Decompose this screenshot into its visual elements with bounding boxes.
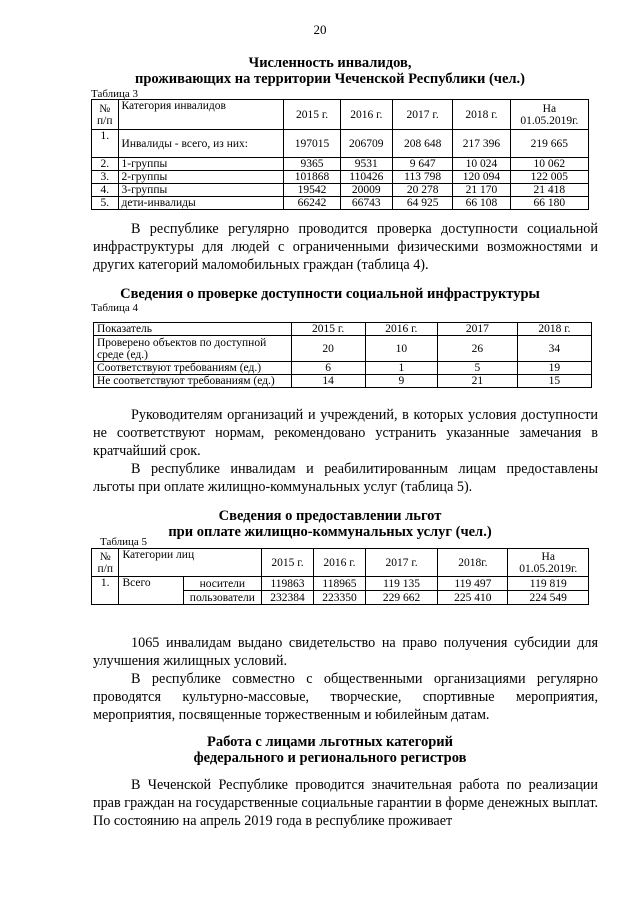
table5-title-line2: при оплате жилищно-коммунальных услуг (чел.) <box>168 524 492 540</box>
section4-title <box>60 734 600 766</box>
cell-2018: 15 <box>517 375 591 388</box>
cell-2019: 219 665 <box>510 130 588 158</box>
cell-2017: 119 135 <box>365 577 437 591</box>
cell-2015: 19542 <box>284 184 340 197</box>
row-num: 3. <box>92 171 119 184</box>
table-row <box>92 171 589 184</box>
paragraph <box>93 634 598 724</box>
table3-header-2019: На 01.05.2019г. <box>510 100 588 130</box>
table4-header-indicator: Показатель <box>94 323 292 336</box>
cell-2016: 1 <box>365 362 437 375</box>
cell-2018: 66 108 <box>453 197 510 210</box>
table-row <box>94 336 592 362</box>
cell-2018: 19 <box>517 362 591 375</box>
table-row <box>94 375 592 388</box>
table4-label: Таблица 4 <box>91 302 139 314</box>
cell-2016: 110426 <box>340 171 392 184</box>
table3-header-row <box>92 100 589 130</box>
page-number: 20 <box>313 22 327 37</box>
cell-2016: 10 <box>365 336 437 362</box>
cell-2016: 20009 <box>340 184 392 197</box>
table-row <box>92 184 589 197</box>
table3 <box>91 99 589 210</box>
paragraph <box>93 220 598 274</box>
paragraph-subsidy: 1065 инвалидам выдано свидетельство на право получения субсидии для улучшения жилищных условий. <box>93 635 598 669</box>
table5-header-2016: 2016 г. <box>313 549 365 577</box>
paragraph-housing-benefits: В республике инвалидам и реабилитированным лицам предоставлены льготы при оплате жилищно-коммунальных услуг (таблица 5). <box>93 461 598 495</box>
table3-header-2018: 2018 г. <box>453 100 510 130</box>
cell-2017: 9 647 <box>392 158 452 171</box>
table3-header-2017: 2017 г. <box>392 100 452 130</box>
cell-2015: 9365 <box>284 158 340 171</box>
row-indicator: Не соответствуют требованиям (ед.) <box>94 375 292 388</box>
cell-2017: 20 278 <box>392 184 452 197</box>
table3-title-line2: проживающих на территории Чеченской Республики (чел.) <box>134 71 526 87</box>
table5-header-2017: 2017 г. <box>365 549 437 577</box>
table5-header-2018: 2018г. <box>438 549 508 577</box>
cell-2018: 225 410 <box>438 591 508 605</box>
cell-2016: 118965 <box>313 577 365 591</box>
cell-2017: 5 <box>437 362 517 375</box>
row-num: 1. <box>92 577 119 605</box>
cell-2015: 101868 <box>284 171 340 184</box>
table4-header-2015: 2015 г. <box>291 323 365 336</box>
row-category: 1-группы <box>118 158 284 171</box>
table4-header-2016: 2016 г. <box>365 323 437 336</box>
table3-header-category: Категория инвалидов <box>118 100 284 130</box>
row-indicator: Проверено объектов по доступной среде (ед.) <box>94 336 292 362</box>
cell-2019: 66 180 <box>510 197 588 210</box>
cell-2017: 113 798 <box>392 171 452 184</box>
cell-2018: 120 094 <box>453 171 510 184</box>
table-row <box>92 577 589 591</box>
paragraph-accessibility-check: В республике регулярно проводится проверка доступности социальной инфраструктуры для людей с ограниченными физическими возможностями и других категорий маломобильных граждан (таблица 4). <box>93 221 598 273</box>
table3-header-2015: 2015 г. <box>284 100 340 130</box>
table5-title-line1: Сведения о предоставлении льгот <box>218 508 442 524</box>
cell-2019: 224 549 <box>508 591 589 605</box>
cell-2017: 26 <box>437 336 517 362</box>
table3-header-2016: 2016 г. <box>340 100 392 130</box>
cell-2019: 10 062 <box>510 158 588 171</box>
table3-label: Таблица 3 <box>91 88 139 100</box>
cell-2019: 122 005 <box>510 171 588 184</box>
cell-2015: 14 <box>291 375 365 388</box>
table5-header-num: № п/п <box>92 549 119 577</box>
table-row <box>92 130 589 158</box>
section4-title-line1: Работа с лицами льготных категорий <box>207 734 453 750</box>
cell-2016: 223350 <box>313 591 365 605</box>
table5-header-row <box>92 549 589 577</box>
paragraph-recommendation: Руководителям организаций и учреждений, в которых условия доступности не соответствуют нормам, рекомендовано устранить указанные замечания в кратчайший срок. <box>93 407 598 459</box>
cell-2016: 9 <box>365 375 437 388</box>
cell-2017: 21 <box>437 375 517 388</box>
table4-header-2018: 2018 г. <box>517 323 591 336</box>
cell-2018: 34 <box>517 336 591 362</box>
table-row <box>92 158 589 171</box>
cell-2018: 119 497 <box>438 577 508 591</box>
cell-2017: 208 648 <box>392 130 452 158</box>
cell-2015: 197015 <box>284 130 340 158</box>
row-num: 2. <box>92 158 119 171</box>
table5 <box>91 548 589 605</box>
cell-2018: 217 396 <box>453 130 510 158</box>
table3-header-num: № п/п <box>92 100 119 130</box>
table4-header-2017: 2017 <box>437 323 517 336</box>
table5-header-2019: На 01.05.2019г. <box>508 549 589 577</box>
row-num: 1. <box>92 130 119 158</box>
row-group: Всего <box>119 577 183 605</box>
cell-2017: 64 925 <box>392 197 452 210</box>
cell-2016: 206709 <box>340 130 392 158</box>
table3-title <box>60 55 600 87</box>
row-kind: пользователи <box>183 591 261 605</box>
cell-2015: 119863 <box>262 577 314 591</box>
paragraph <box>93 776 598 830</box>
cell-2018: 10 024 <box>453 158 510 171</box>
table5-header-2015: 2015 г. <box>262 549 314 577</box>
cell-2018: 21 170 <box>453 184 510 197</box>
cell-2015: 6 <box>291 362 365 375</box>
table3-title-line1: Численность инвалидов, <box>248 55 412 71</box>
cell-2019: 119 819 <box>508 577 589 591</box>
cell-2015: 20 <box>291 336 365 362</box>
table4-header-row <box>94 323 592 336</box>
table5-header-category: Категории лиц <box>119 549 262 577</box>
row-kind: носители <box>183 577 261 591</box>
table4-title: Сведения о проверке доступности социальной инфраструктуры <box>120 286 540 302</box>
row-num: 4. <box>92 184 119 197</box>
table5-label: Таблица 5 <box>100 536 148 548</box>
table-row <box>94 362 592 375</box>
cell-2015: 66242 <box>284 197 340 210</box>
row-category: дети-инвалиды <box>118 197 284 210</box>
row-num: 5. <box>92 197 119 210</box>
cell-2016: 9531 <box>340 158 392 171</box>
cell-2017: 229 662 <box>365 591 437 605</box>
row-category: Инвалиды - всего, из них: <box>118 130 284 158</box>
row-category: 2-группы <box>118 171 284 184</box>
paragraph-events: В республике совместно с общественными организациями регулярно проводятся культурно-массовые, творческие, спортивные мероприятия, мероприятия, посвященные торжественным и юбилейным датам. <box>93 671 598 723</box>
cell-2015: 232384 <box>262 591 314 605</box>
paragraph <box>93 406 598 496</box>
table-row <box>92 197 589 210</box>
paragraph-social-guarantees: В Чеченской Республике проводится значительная работа по реализации прав граждан на государственные социальные гарантии в форме денежных выплат. По состоянию на апрель 2019 года в республике проживает <box>93 777 598 829</box>
row-category: 3-группы <box>118 184 284 197</box>
cell-2019: 21 418 <box>510 184 588 197</box>
cell-2016: 66743 <box>340 197 392 210</box>
section4-title-line2: федерального и регионального регистров <box>193 750 467 766</box>
row-indicator: Соответствуют требованиям (ед.) <box>94 362 292 375</box>
table4 <box>93 322 592 388</box>
